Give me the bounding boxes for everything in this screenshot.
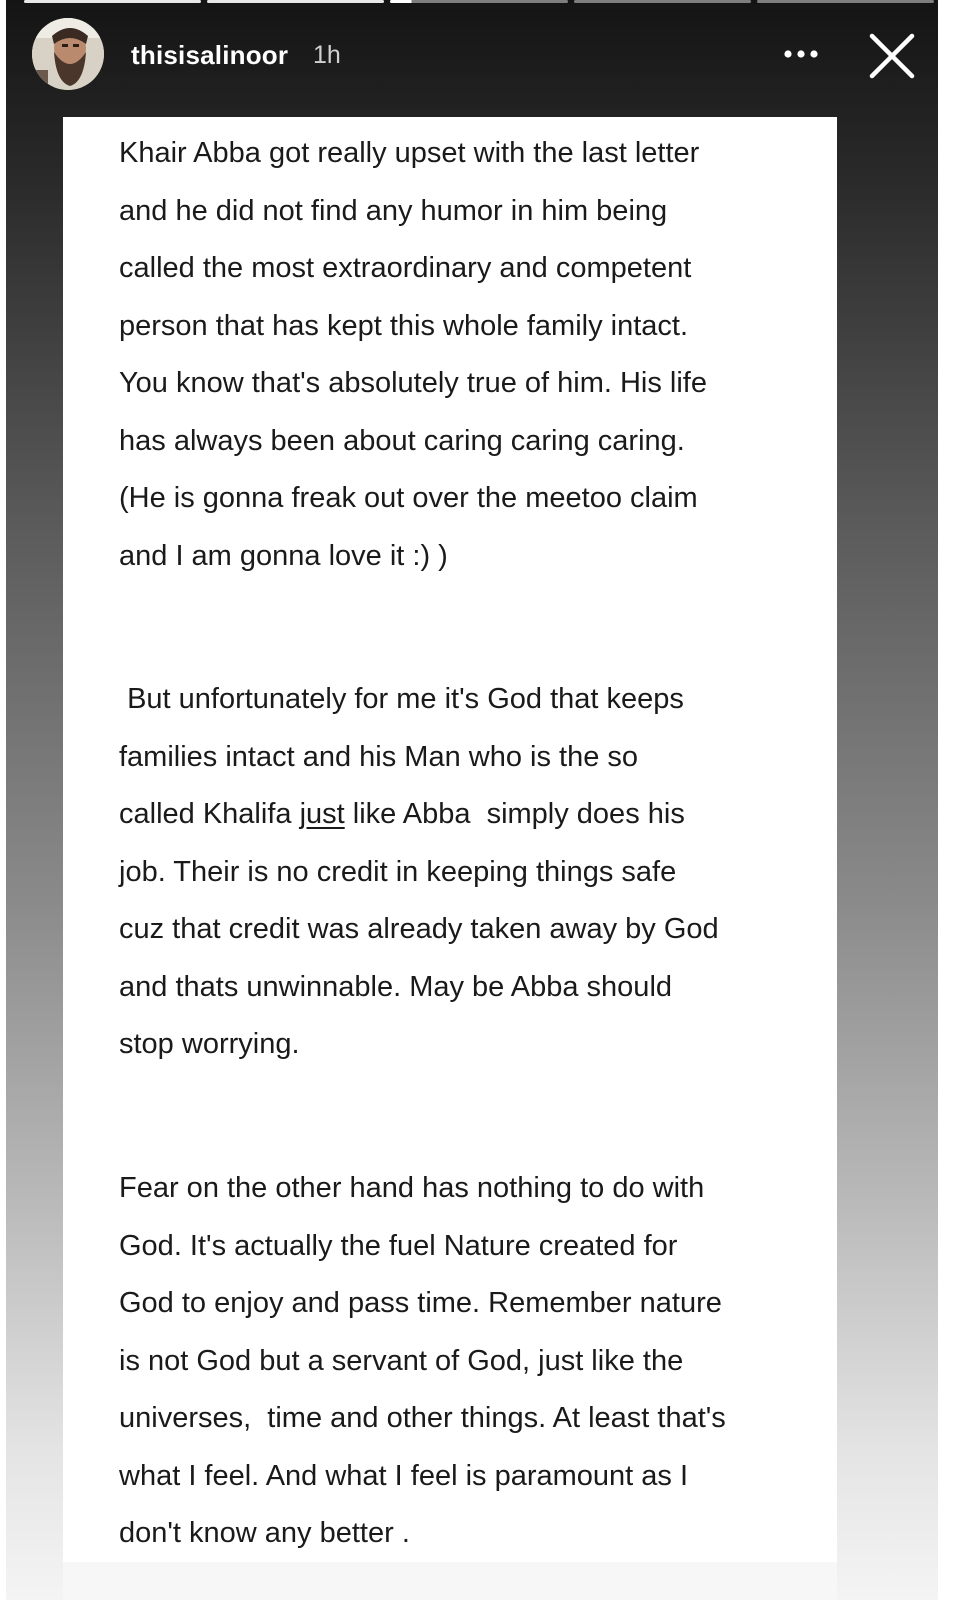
progress-segment xyxy=(574,0,751,3)
close-icon xyxy=(866,30,918,82)
story-progress-bar xyxy=(24,0,934,4)
screen-edge-left xyxy=(0,0,6,1600)
letter-paragraph-2-text-b: like Abba simply does his job. Their is no credit in keeping things safe cuz that credit was already taken away by God and thats unwinnable. May be Abba should stop worrying. xyxy=(119,798,719,1060)
card-bottom-edge xyxy=(63,1562,837,1600)
story-username[interactable]: thisisalinoor xyxy=(131,40,289,70)
letter-paragraph-1: Khair Abba got really upset with the last letter and he did not find any humor in him being called the most extraordinary and competent person that has kept this whole family intact. You know that's absolutely true of him. His life has always been about caring caring caring. (He is gonna freak out over the meetoo claim and I am gonna love it :) ) xyxy=(119,137,707,572)
progress-segment xyxy=(207,0,384,3)
letter-paragraph-2 xyxy=(119,671,819,1074)
letter-screenshot-card xyxy=(63,117,837,1562)
profile-photo-icon xyxy=(32,18,104,90)
letter-paragraph-3: Fear on the other hand has nothing to do with God. It's actually the fuel Nature created for God to enjoy and pass time. Remember nature is not God but a servant of God, just like the universes, time and other things. At least that's what I feel. And what I feel is paramount as I don't know any better . xyxy=(119,1172,726,1549)
close-story-button[interactable] xyxy=(866,30,918,82)
progress-segment xyxy=(24,0,201,3)
progress-segment xyxy=(757,0,934,3)
screen-edge-right xyxy=(938,0,958,1600)
underlined-word: just xyxy=(299,798,345,830)
story-header xyxy=(30,18,918,94)
avatar[interactable] xyxy=(32,18,104,90)
progress-segment-current xyxy=(390,0,567,3)
story-timestamp: 1h xyxy=(313,41,341,69)
more-options-button[interactable] xyxy=(780,36,824,72)
ellipsis-icon xyxy=(780,36,824,72)
letter-paragraph-2-text-a: But unfortunately for me it's God that keeps families intact and his Man who is the so called Khalifa xyxy=(119,683,684,830)
